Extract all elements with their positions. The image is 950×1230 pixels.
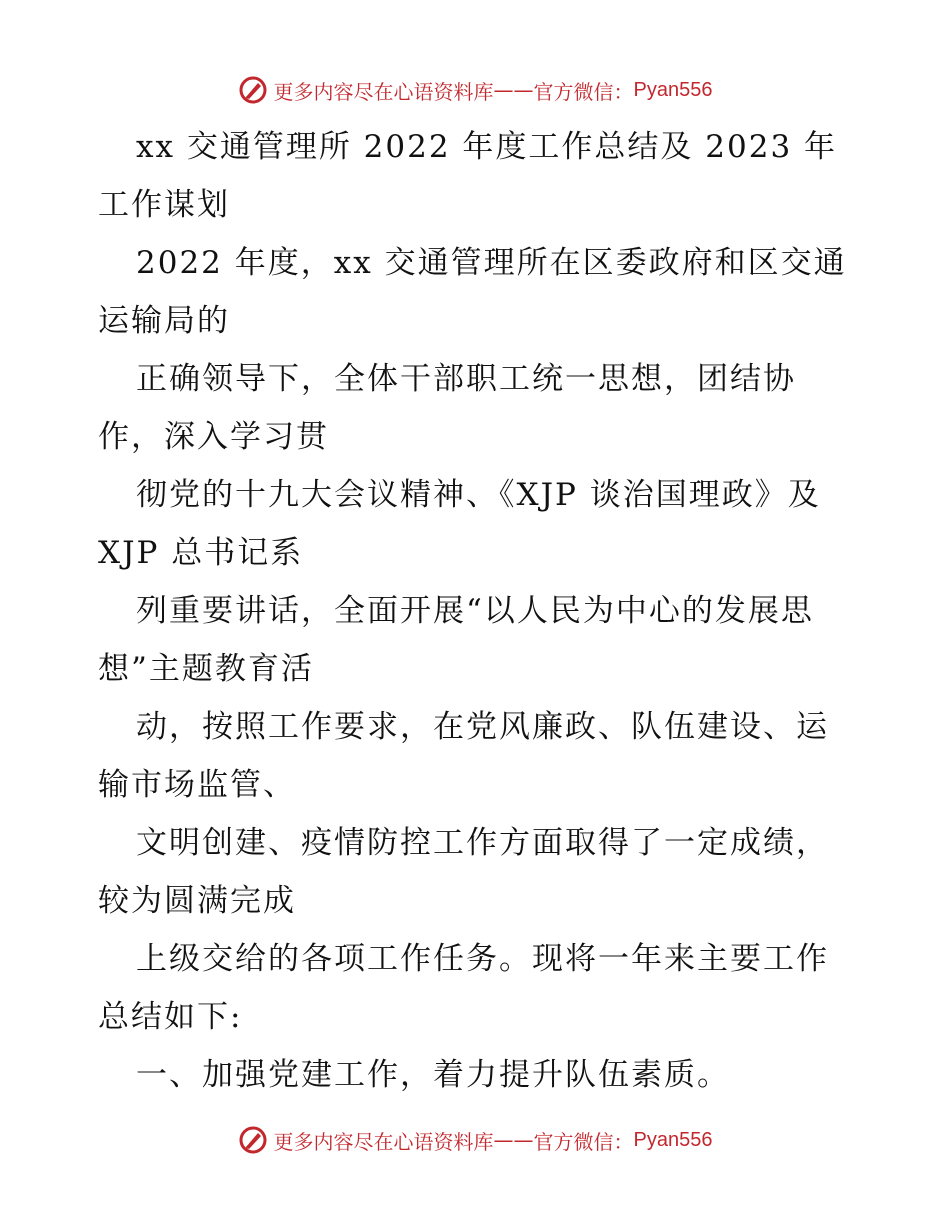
document-body (98, 118, 858, 1104)
watermark-separator: —— (493, 78, 534, 102)
doc-line: XJP 总书记系 (98, 535, 304, 571)
section-heading: 一、加强党建工作，着力提升队伍素质。 (136, 1057, 730, 1093)
doc-line: 文明创建、疫情防控工作方面取得了一定成绩， (136, 825, 829, 861)
doc-line: 动，按照工作要求，在党风廉政、队伍建设、运 (136, 709, 829, 745)
doc-line: 输市场监管、 (98, 767, 296, 803)
watermark-wechat-id: Pyan556 (633, 1128, 713, 1151)
doc-line: 正确领导下，全体干部职工统一思想，团结协 (136, 361, 796, 397)
doc-line: 列重要讲话，全面开展“以人民为中心的发展思 (136, 593, 814, 629)
doc-line: 作，深入学习贯 (98, 419, 329, 455)
watermark-suffix-text: 官方微信： (533, 79, 634, 104)
watermark-main-text: 更多内容尽在心语资料库 (273, 1129, 494, 1154)
doc-line: 工作谋划 (98, 187, 230, 223)
doc-line: 运输局的 (98, 303, 230, 339)
header-watermark (0, 70, 950, 110)
watermark-suffix-text: 官方微信： (533, 1129, 634, 1154)
doc-line: 2022 年度，xx 交通管理所在区委政府和区交通 (136, 245, 847, 281)
watermark-main-text: 更多内容尽在心语资料库 (273, 79, 494, 104)
pen-logo-icon (238, 75, 268, 105)
doc-line: 彻党的十九大会议精神、《XJP 谈治国理政》及 (136, 477, 821, 513)
footer-watermark (0, 1120, 950, 1160)
doc-line: xx 交通管理所 2022 年度工作总结及 2023 年 (136, 129, 838, 165)
doc-line: 总结如下: (98, 999, 243, 1035)
doc-line: 较为圆满完成 (98, 883, 296, 919)
watermark-wechat-id: Pyan556 (633, 78, 713, 101)
doc-line: 想”主题教育活 (98, 651, 314, 687)
pen-logo-icon (238, 1125, 268, 1155)
doc-line: 上级交给的各项工作任务。现将一年来主要工作 (136, 941, 829, 977)
watermark-separator: —— (493, 1128, 534, 1152)
